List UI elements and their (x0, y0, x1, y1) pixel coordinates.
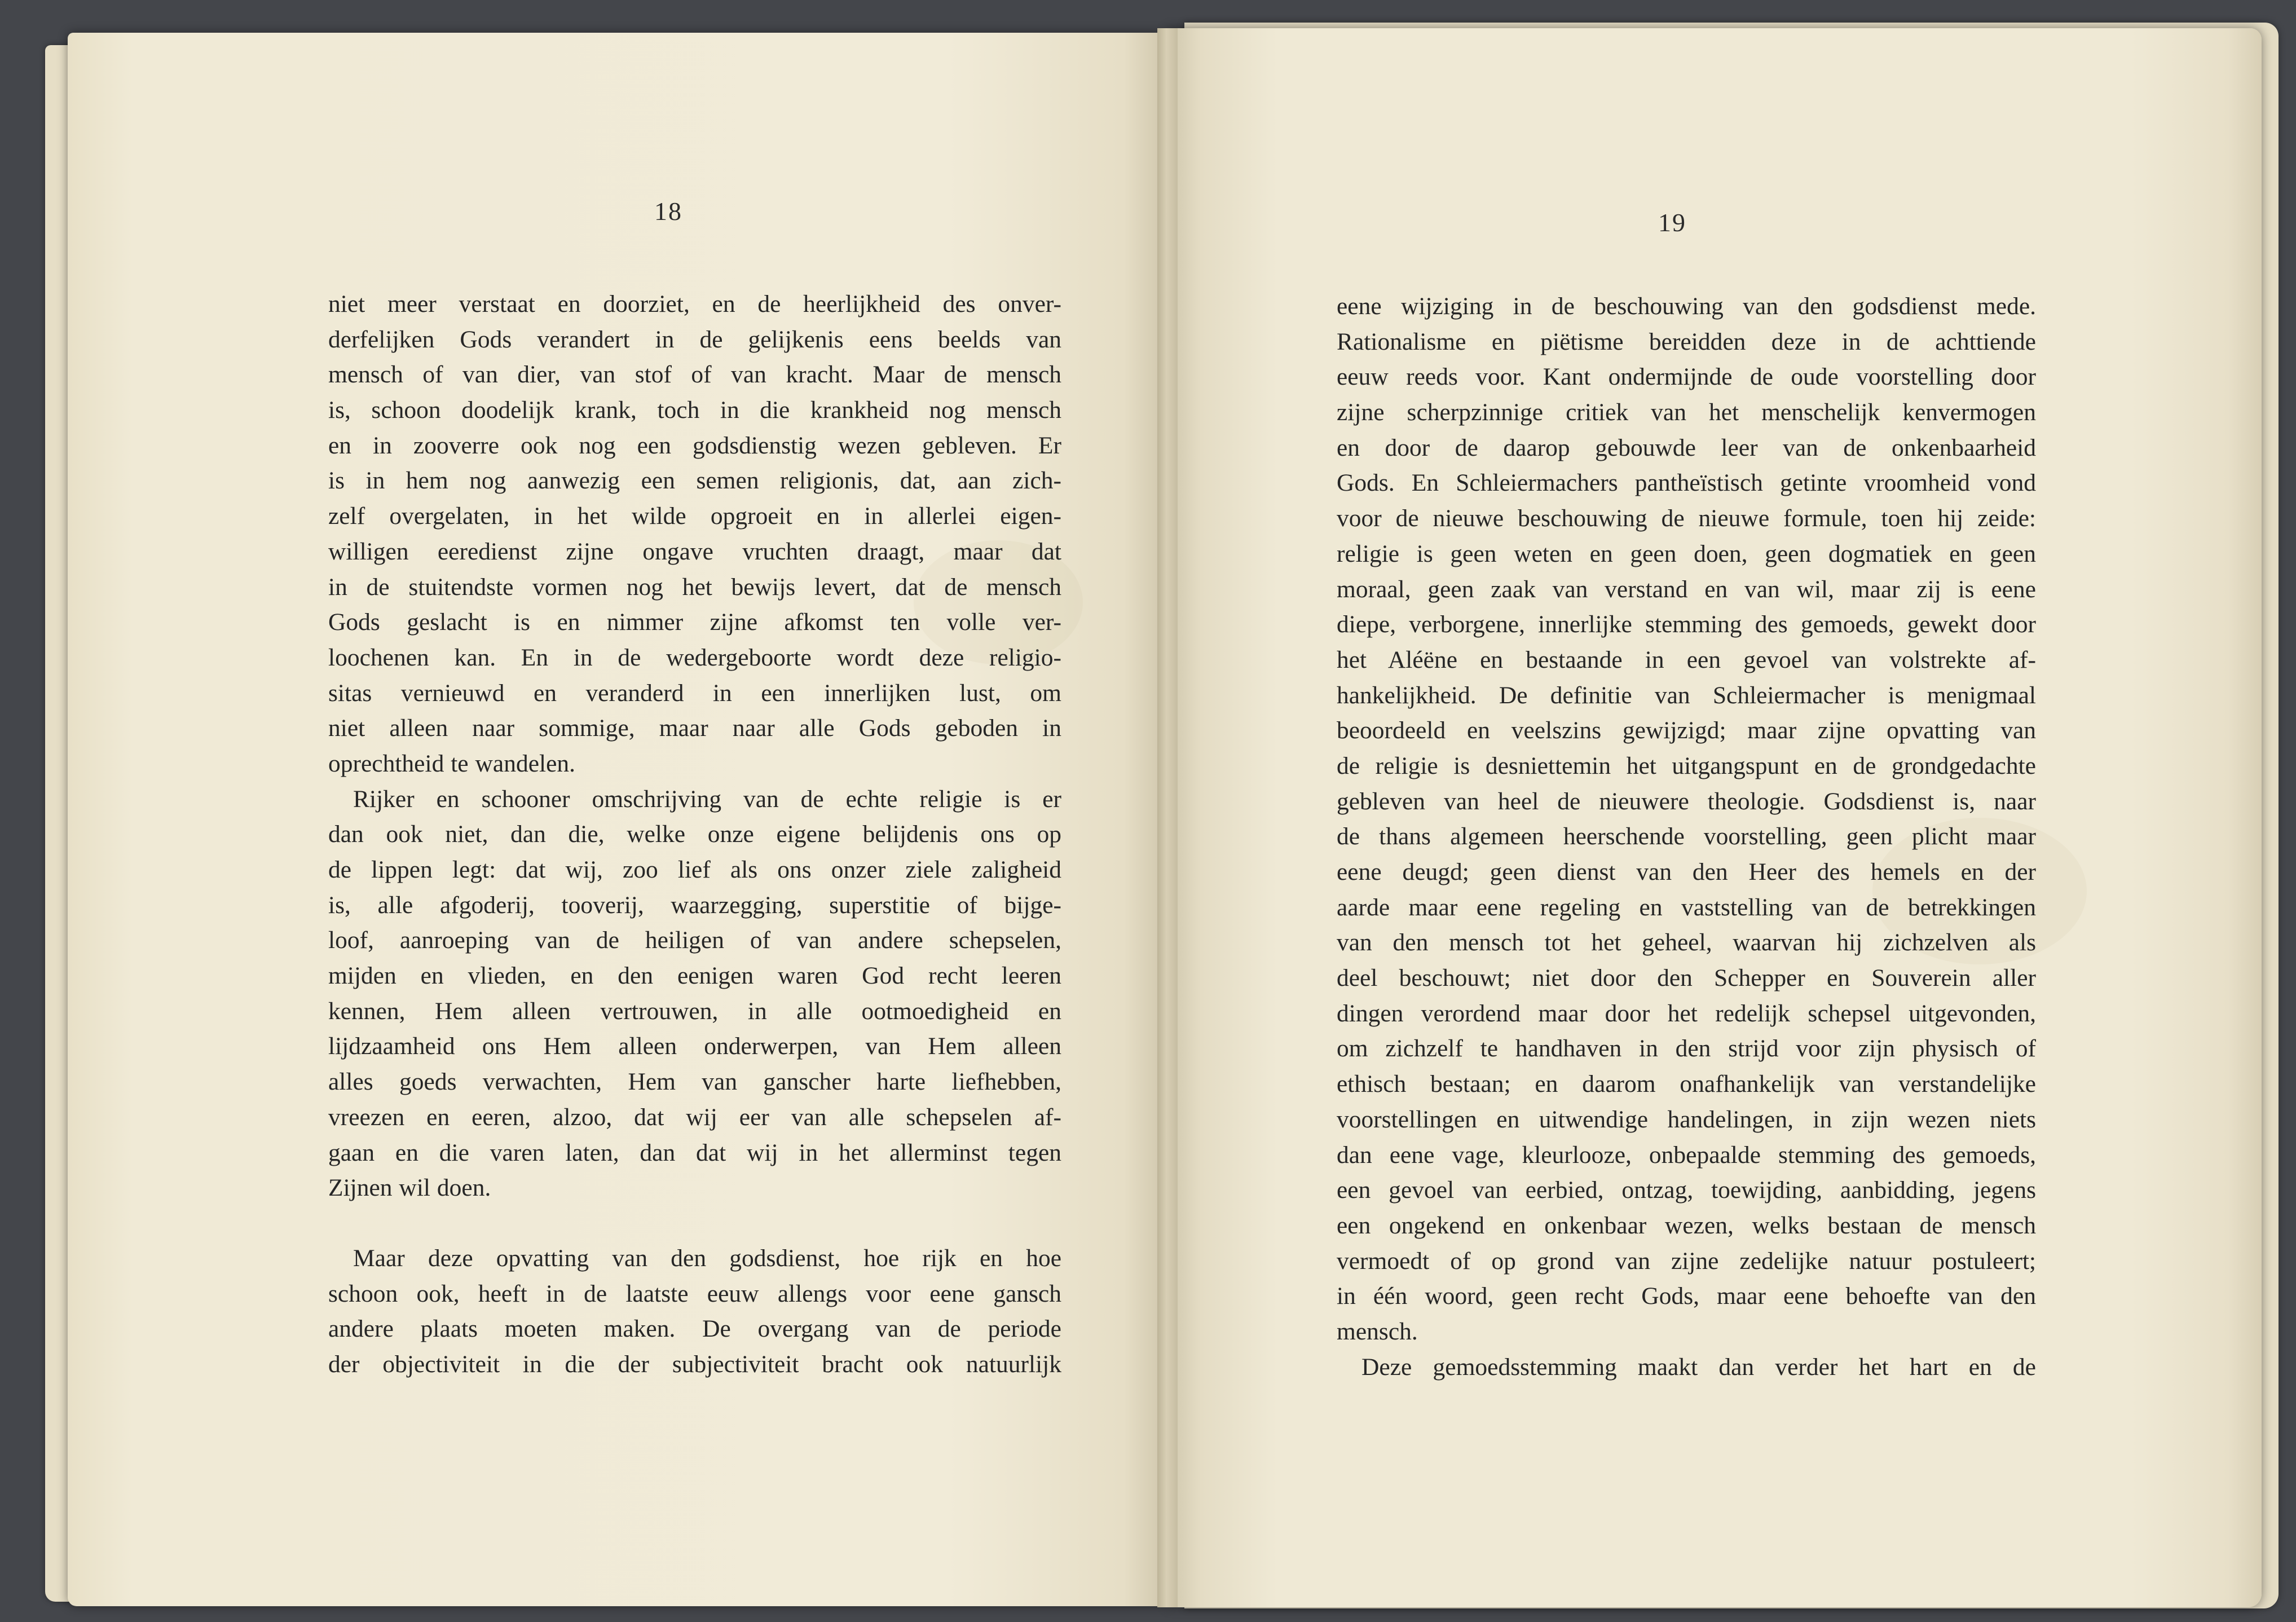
text-line: moraal, geen zaak van verstand en van wil, maar zij is eene (1337, 575, 2036, 603)
text-line: kennen, Hem alleen vertrouwen, in alle ootmoedigheid en (328, 997, 1061, 1025)
text-line: Zijnen wil doen. (328, 1174, 491, 1202)
text-line: is, alle afgoderij, tooverij, waarzegging, superstitie of bijge- (328, 891, 1061, 919)
text-line: het Aléëne en bestaande in een gevoel van volstrekte af- (1337, 646, 2036, 673)
text-line: mijden en vlieden, en den eenigen waren God recht leeren (328, 962, 1061, 990)
text-line: gebleven van heel de nieuwere theologie. Godsdienst is, naar (1337, 787, 2036, 815)
text-line: Rijker en schooner omschrijving van de echte religie is er (353, 785, 1061, 813)
book-gutter (1157, 28, 1178, 1607)
text-line: om zichzelf te handhaven in den strijd voor zijn physisch of (1337, 1035, 2036, 1063)
page-number-left: 18 (654, 197, 682, 226)
text-line: Deze gemoedsstemming maakt dan verder het hart en de (1361, 1353, 2036, 1381)
text-line: de religie is desniettemin het uitgangspunt en de grondgedachte (1337, 752, 2036, 779)
text-line: beoordeeld en veelszins gewijzigd; maar zijne opvatting van (1337, 717, 2036, 744)
text-line: in de stuitendste vormen nog het bewijs levert, dat de mensch (328, 573, 1061, 601)
text-line: willigen eeredienst zijne ongave vruchten draagt, maar dat (328, 537, 1061, 565)
text-line: religie is geen weten en geen doen, geen dogmatiek en geen (1337, 540, 2036, 567)
text-line: een gevoel van eerbied, ontzag, toewijding, aanbidding, jegens (1337, 1176, 2036, 1204)
text-line: schoon ook, heeft in de laatste eeuw allengs voor eene gansch (328, 1280, 1061, 1307)
text-line: is in hem nog aanwezig een semen religionis, dat, aan zich- (328, 467, 1061, 495)
text-line: alles goeds verwachten, Hem van ganscher harte liefhebben, (328, 1068, 1061, 1096)
text-line: vermoedt of op grond van zijne zedelijke natuur postuleert; (1337, 1247, 2036, 1275)
text-line: dan eene vage, kleurlooze, onbepaalde stemming des gemoeds, (1337, 1141, 2036, 1169)
text-line: voorstellingen en uitwendige handelingen, in zijn wezen niets (1337, 1105, 2036, 1133)
text-line: dingen verordend maar door het redelijk schepsel uitgevonden, (1337, 999, 2036, 1027)
text-line: derfelijken Gods verandert in de gelijkenis eens beelds van (328, 325, 1061, 353)
text-line: een ongekend en onkenbaar wezen, welks bestaan de mensch (1337, 1211, 2036, 1239)
text-line: mensch of van dier, van stof of van kracht. Maar de mensch (328, 361, 1061, 389)
text-line: en in zooverre ook nog een godsdienstig wezen gebleven. Er (328, 431, 1061, 459)
text-line: eene deugd; geen dienst van den Heer des hemels en der (1337, 858, 2036, 885)
text-line: in één woord, geen recht Gods, maar eene behoefte van den (1337, 1282, 2036, 1310)
text-line: sitas vernieuwd en veranderd in een innerlijken lust, om (328, 679, 1061, 707)
right-page-text (1337, 289, 2036, 1385)
text-line: de thans algemeen heerschende voorstelling, geen plicht maar (1337, 823, 2036, 850)
text-line: aarde maar eene regeling en vaststelling van de betrekkingen (1337, 893, 2036, 921)
text-line: deel beschouwt; niet door den Schepper en Souverein aller (1337, 964, 2036, 992)
text-line: der objectiviteit in die der subjectiviteit bracht ook natuurlijk (328, 1350, 1061, 1378)
text-line: vreezen en eeren, alzoo, dat wij eer van alle schepselen af- (328, 1103, 1061, 1131)
text-line: loof, aanroeping van de heiligen of van andere schepselen, (328, 927, 1061, 954)
text-line: diepe, verborgene, innerlijke stemming des gemoeds, gewekt door (1337, 611, 2036, 638)
text-line: lijdzaamheid ons Hem alleen onderwerpen, van Hem alleen (328, 1033, 1061, 1060)
text-line: voor de nieuwe beschouwing de nieuwe formule, toen hij zeide: (1337, 505, 2036, 532)
left-page-text (328, 287, 1061, 1382)
text-line: Gods. En Schleiermachers pantheïstisch getinte vroomheid vond (1337, 469, 2036, 497)
left-page (68, 33, 1167, 1606)
text-line: eene wijziging in de beschouwing van den godsdienst mede. (1337, 293, 2036, 320)
text-line: loochenen kan. En in de wedergeboorte wordt deze religio- (328, 643, 1061, 671)
text-line: de lippen legt: dat wij, zoo lief als ons onzer ziele zaligheid (328, 856, 1061, 883)
text-line: en door de daarop gebouwde leer van de onkenbaarheid (1337, 434, 2036, 461)
text-line: mensch. (1337, 1317, 1418, 1345)
text-line: zijne scherpzinnige critiek van het menschelijk kenvermogen (1337, 399, 2036, 426)
page-number-right: 19 (1658, 208, 1686, 237)
text-line: andere plaats moeten maken. De overgang van de periode (328, 1315, 1061, 1343)
text-line: Maar deze opvatting van den godsdienst, hoe rijk en hoe (353, 1244, 1061, 1272)
text-line: zelf overgelaten, in het wilde opgroeit en in allerlei eigen- (328, 503, 1061, 530)
text-line: ethisch bestaan; en daarom onafhankelijk van verstandelijke (1337, 1070, 2036, 1098)
text-line: gaan en die varen laten, dan dat wij in het allerminst tegen (328, 1139, 1061, 1166)
text-line: oprechtheid te wandelen. (328, 750, 576, 777)
text-line: van den mensch tot het geheel, waarvan hij zichzelven als (1337, 929, 2036, 957)
text-line: eeuw reeds voor. Kant ondermijnde de oude voorstelling door (1337, 363, 2036, 391)
right-page (1167, 28, 2262, 1607)
text-line: niet meer verstaat en doorziet, en de heerlijkheid des onver- (328, 290, 1061, 318)
text-line: Rationalisme en piëtisme bereidden deze in de achttiende (1337, 328, 2036, 355)
text-line: is, schoon doodelijk krank, toch in die krankheid nog mensch (328, 396, 1061, 424)
text-line: dan ook niet, dan die, welke onze eigene belijdenis ons op (328, 821, 1061, 848)
text-line: Gods geslacht is en nimmer zijne afkomst ten volle ver- (328, 609, 1061, 636)
text-line: hankelijkheid. De definitie van Schleiermacher is menigmaal (1337, 681, 2036, 709)
text-line: niet alleen naar sommige, maar naar alle Gods geboden in (328, 715, 1061, 742)
